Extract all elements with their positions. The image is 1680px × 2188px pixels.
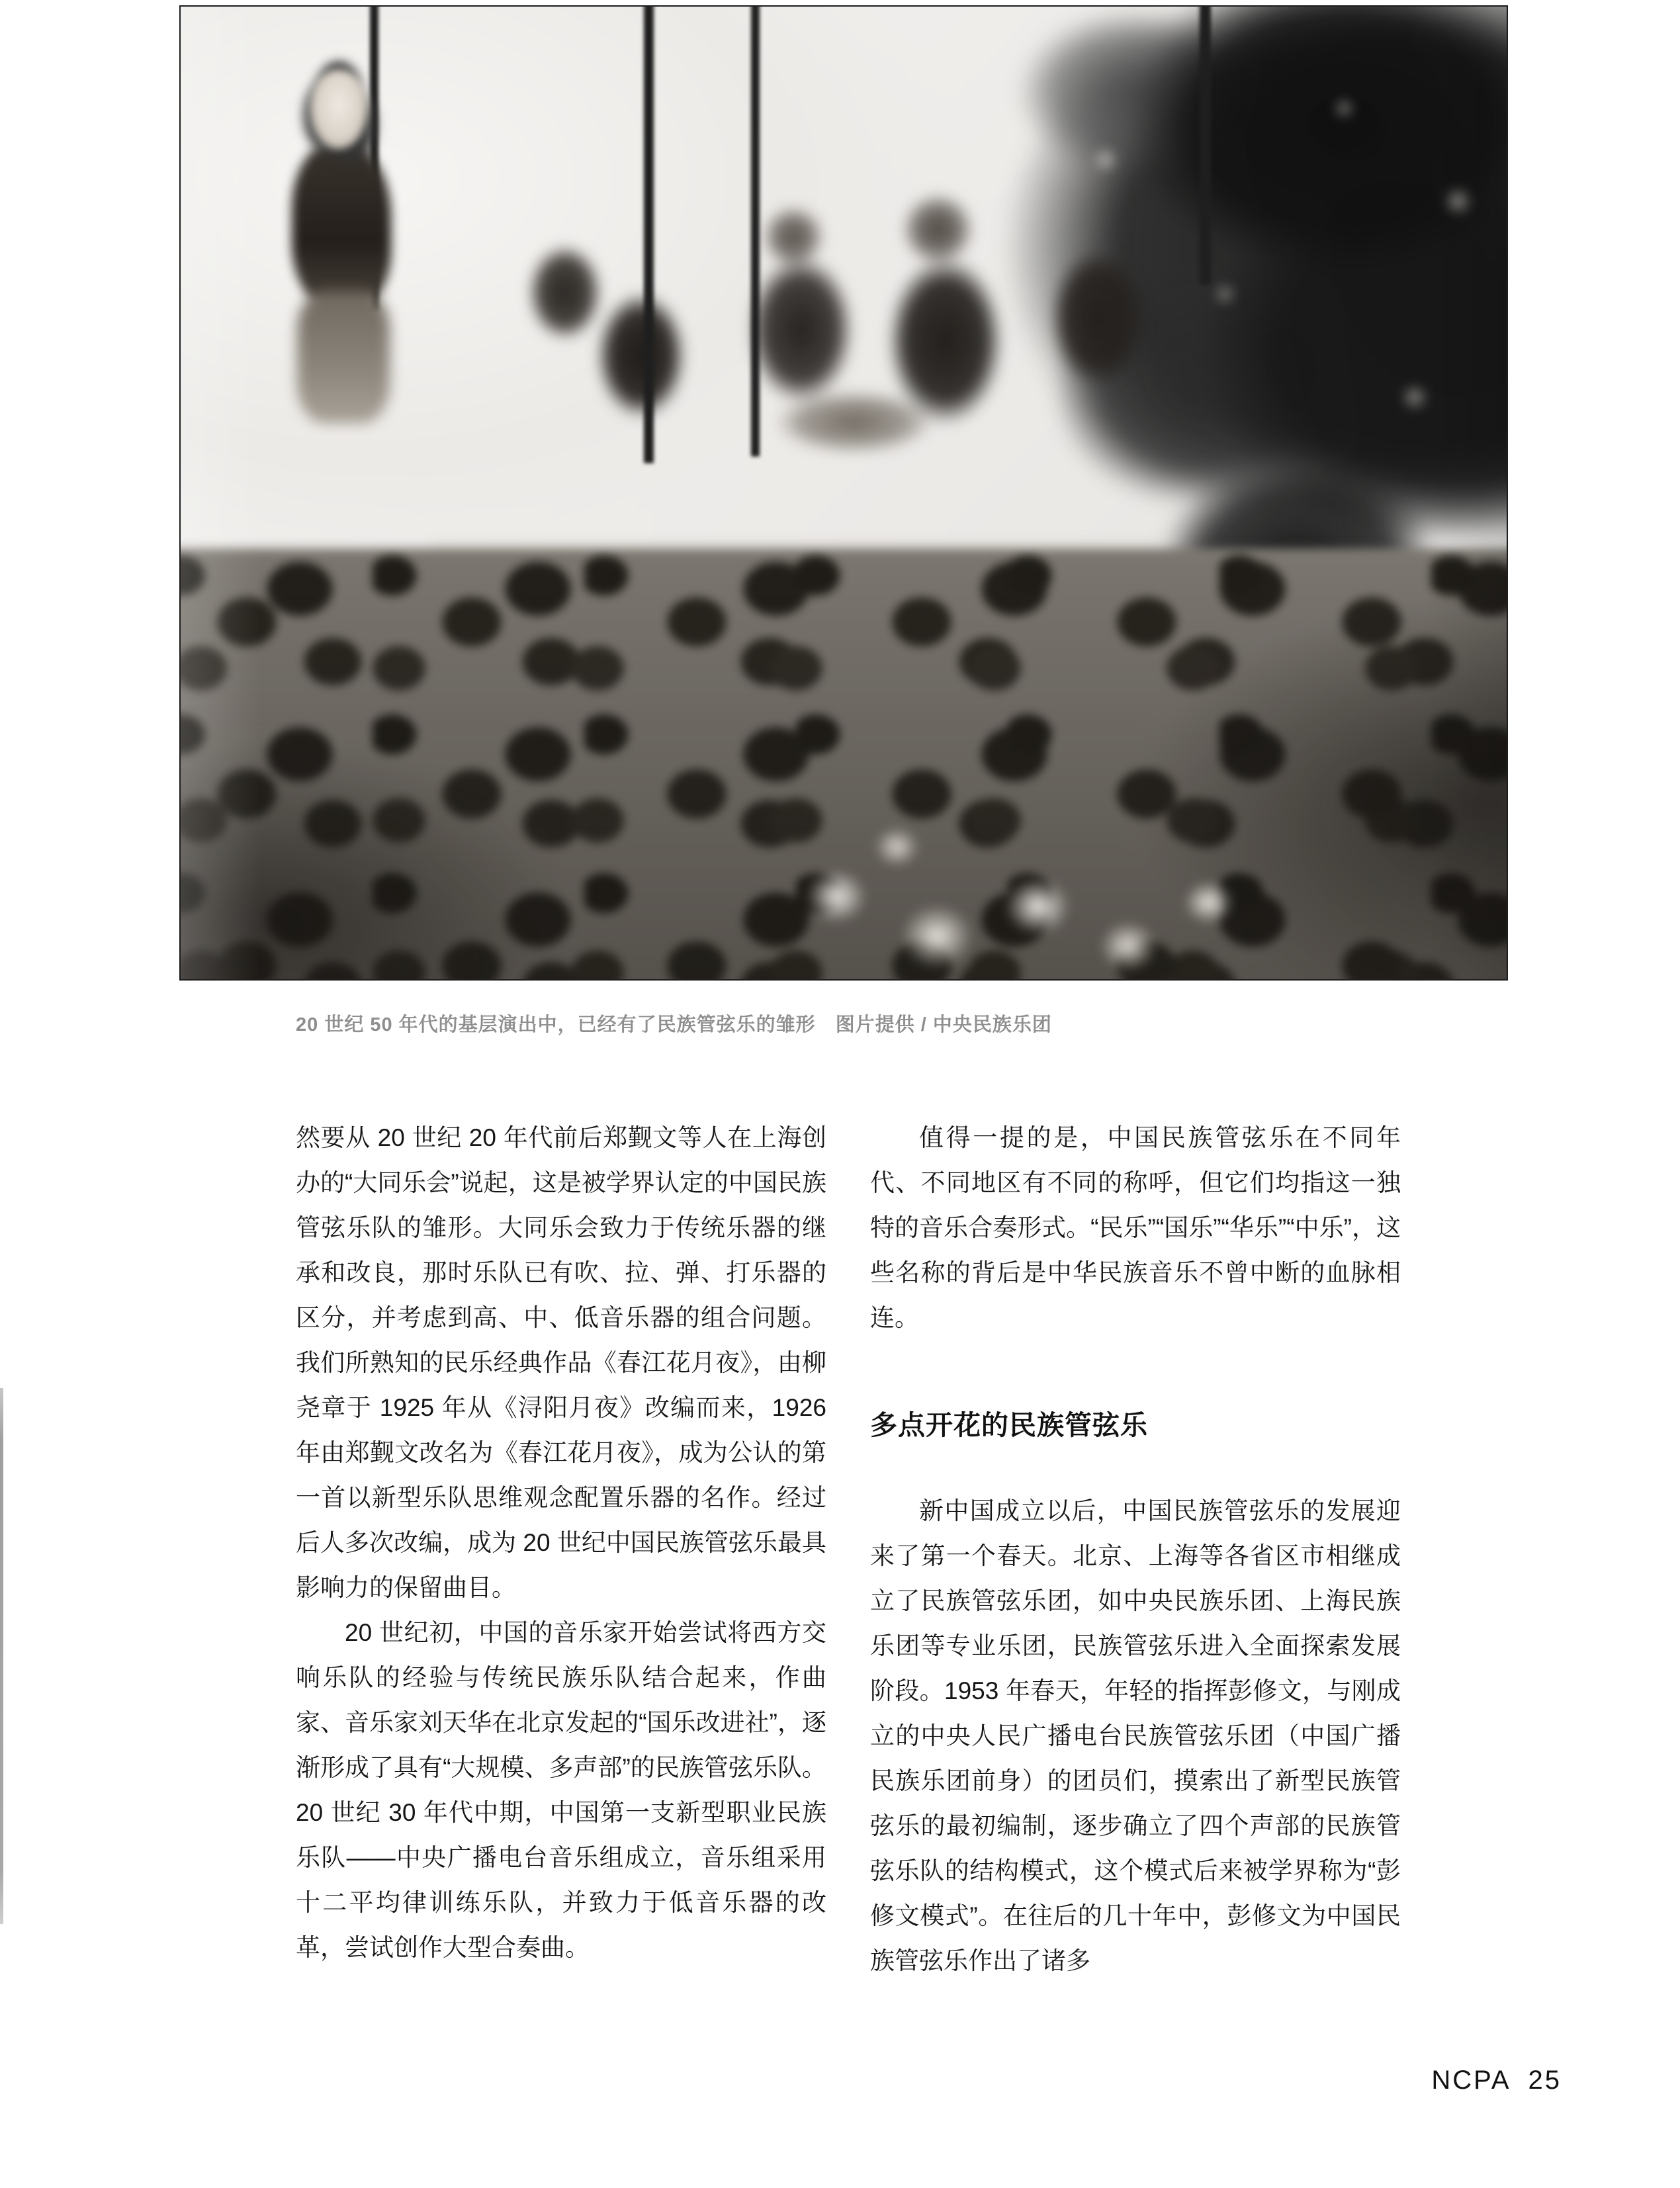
body-paragraph: 然要从 20 世纪 20 年代前后郑觐文等人在上海创办的“大同乐会”说起，这是被学界认定的中国民族管弦乐队的雏形。大同乐会致力于传统乐器的继承和改良，那时乐队已有吹、拉、弹、打乐器的区分，并考虑到高、中、低音乐器的组合问题。我们所熟知的民乐经典作品《春江花月夜》，由柳尧章于 1925 年从《浔阳月夜》改编而来，1926 年由郑觐文改名为《春江花月夜》，成为公认的第一首以新型乐队思维观念配置乐器的名作。经过后人多次改编，成为 20 世纪中国民族管弦乐最具影响力的保留曲目。 xyxy=(296,1124,826,1601)
scan-artifact-line xyxy=(0,1388,3,1924)
performance-photo xyxy=(179,5,1508,981)
left-column xyxy=(296,1116,826,1970)
body-paragraph: 值得一提的是，中国民族管弦乐在不同年代、不同地区有不同的称呼，但它们均指这一独特的音乐合奏形式。“民乐”“国乐”“华乐”“中乐”，这些名称的背后是中华民族音乐不曾中断的血脉相连。 xyxy=(870,1124,1401,1331)
footer-brand: NCPA xyxy=(1431,2066,1511,2095)
photo-caption-text: 20 世纪 50 年代的基层演出中，已经有了民族管弦乐的雏形 xyxy=(296,1014,816,1035)
photo-credit-text: 图片提供 / 中央民族乐团 xyxy=(835,1014,1052,1035)
photo-edge-vignette xyxy=(181,7,1507,979)
right-column xyxy=(870,1116,1401,1984)
footer-page-number: 25 xyxy=(1528,2066,1562,2095)
photo-caption xyxy=(296,1010,1520,1037)
body-paragraph: 20 世纪初，中国的音乐家开始尝试将西方交响乐队的经验与传统民族乐队结合起来，作曲家、音乐家刘天华在北京发起的“国乐改进社”，逐渐形成了具有“大规模、多声部”的民族管弦乐队。20 世纪 30 年代中期，中国第一支新型职业民族乐队——中央广播电台音乐组成立，音乐组采用十二平均律训练乐队，并致力于低音乐器的改革，尝试创作大型合奏曲。 xyxy=(296,1619,826,1961)
section-heading: 多点开花的民族管弦乐 xyxy=(870,1410,1148,1440)
page-footer xyxy=(1431,2066,1562,2095)
body-paragraph: 新中国成立以后，中国民族管弦乐的发展迎来了第一个春天。北京、上海等各省区市相继成立了民族管弦乐团，如中央民族乐团、上海民族乐团等专业乐团，民族管弦乐进入全面探索发展阶段。1953 年春天，年轻的指挥彭修文，与刚成立的中央人民广播电台民族管弦乐团（中国广播民族乐团前身）的团员们，摸索出了新型民族管弦乐的最初编制，逐步确立了四个声部的民族管弦乐队的结构模式，这个模式后来被学界称为“彭修文模式”。在往后的几十年中，彭修文为中国民族管弦乐作出了诸多 xyxy=(870,1497,1401,1974)
